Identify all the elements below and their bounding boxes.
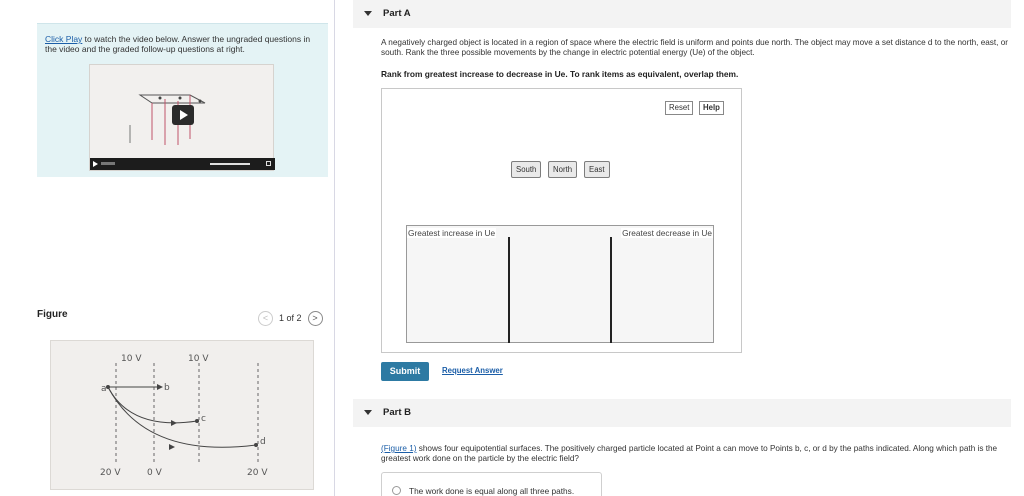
collapse-caret-icon[interactable]: [364, 410, 372, 415]
point-d-label: d: [260, 437, 266, 447]
radio-button[interactable]: [392, 486, 401, 495]
help-button[interactable]: Help: [699, 101, 724, 115]
part-a-instruction: Rank from greatest increase to decrease in Ue. To rank items as equivalent, overlap them.: [381, 69, 739, 79]
answer-option-label: The work done is equal along all three paths.: [409, 486, 575, 496]
previous-figure-button[interactable]: <: [258, 311, 273, 326]
part-a-question: A negatively charged object is located in a region of space where the electric field is uniform and points due north. The object may move a set distance d to the north, east, or south. Rank the three possible movements by the change in electric potential energy (Ue) of the object.: [381, 38, 1009, 57]
figure-pager: [258, 310, 323, 326]
fullscreen-icon[interactable]: [266, 161, 271, 166]
click-play-link[interactable]: Click Play: [45, 34, 83, 44]
rank-chip-north[interactable]: North: [548, 161, 577, 178]
figure-1-link[interactable]: (Figure 1): [381, 444, 417, 453]
video-intro-text: to watch the video below. Answer the ungraded questions in the video and the graded follow-up questions at right.: [45, 34, 311, 54]
rank-chip-east[interactable]: East: [584, 161, 610, 178]
part-b-question: [381, 444, 1009, 464]
column-divider: [334, 0, 335, 496]
video-player[interactable]: [89, 64, 274, 171]
part-b-question-text: shows four equipotential surfaces. The positively charged particle located at Point a can move to Points b, c, or d by the paths indicated. Along which path is the greatest work done on the particle by the electric field?: [381, 444, 998, 463]
video-intro: [45, 34, 320, 54]
request-answer-link[interactable]: Request Answer: [442, 366, 503, 375]
next-figure-button[interactable]: >: [308, 311, 323, 326]
label-10v-right: 10 V: [188, 354, 209, 364]
ranking-drop-area[interactable]: [406, 225, 714, 343]
point-c-label: c: [201, 414, 206, 424]
label-20v-left: 20 V: [100, 468, 121, 478]
rank-divider: [610, 237, 612, 343]
part-a-title: Part A: [383, 8, 411, 19]
answer-option[interactable]: [381, 472, 602, 496]
point-b-label: b: [164, 383, 170, 393]
label-0v: 0 V: [147, 468, 162, 478]
ranking-widget: [381, 88, 742, 353]
video-time-indicator: [101, 162, 115, 165]
volume-slider[interactable]: [210, 163, 250, 165]
collapse-caret-icon[interactable]: [364, 11, 372, 16]
label-20v-right: 20 V: [247, 468, 268, 478]
submit-button[interactable]: Submit: [381, 362, 429, 381]
part-a-header[interactable]: [353, 0, 1011, 28]
equipotential-diagram: [51, 341, 315, 491]
video-controls-bar[interactable]: [90, 158, 275, 170]
part-b-header[interactable]: [353, 399, 1011, 427]
rank-label-greatest-increase: Greatest increase in Ue: [408, 228, 496, 238]
figure-heading: Figure: [37, 309, 68, 320]
rank-chip-south[interactable]: South: [511, 161, 541, 178]
control-play-icon[interactable]: [93, 161, 98, 167]
video-panel: [37, 23, 328, 177]
figure-image: [50, 340, 314, 490]
reset-button[interactable]: Reset: [665, 101, 693, 115]
figure-page-indicator: 1 of 2: [279, 313, 302, 323]
rank-label-greatest-decrease: Greatest decrease in Ue: [622, 228, 712, 238]
label-10v-left: 10 V: [121, 354, 142, 364]
part-b-title: Part B: [383, 407, 411, 418]
rank-divider: [508, 237, 510, 343]
point-a-label: a: [101, 384, 107, 394]
left-column: [0, 0, 336, 496]
play-icon[interactable]: [172, 105, 194, 125]
